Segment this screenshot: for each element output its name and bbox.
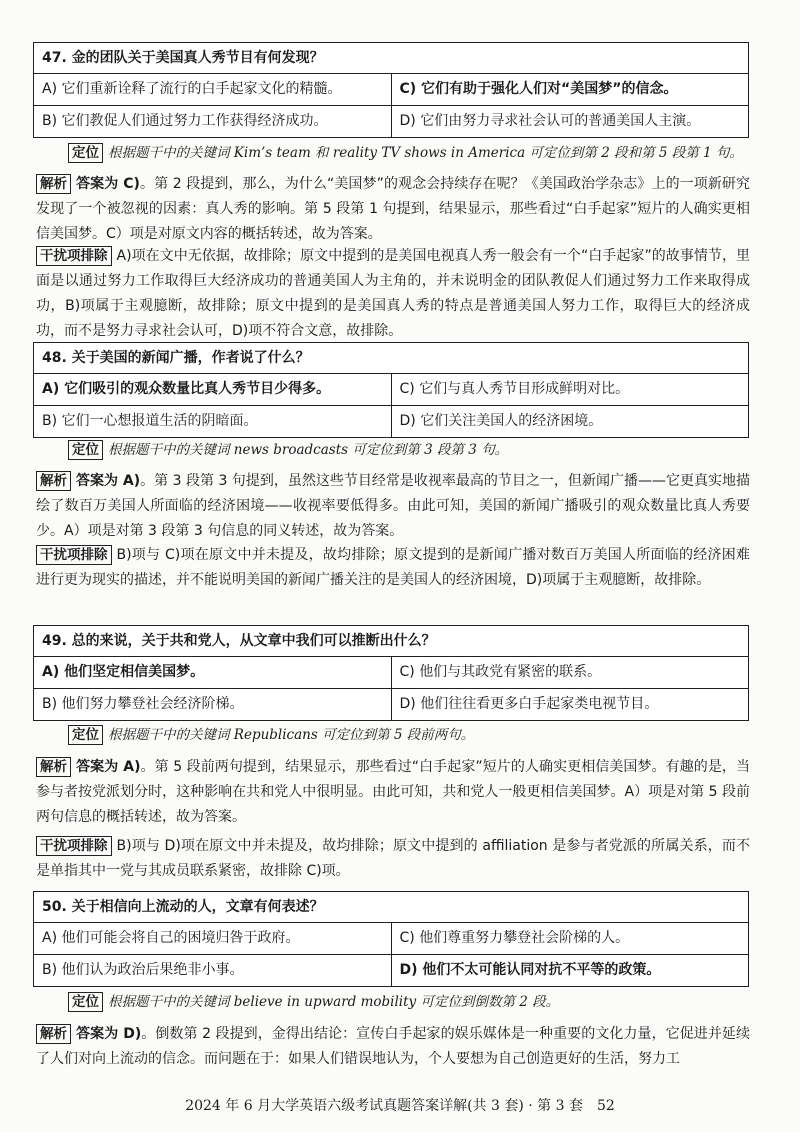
question-48-box <box>33 342 749 438</box>
locate-50 <box>68 990 758 1015</box>
answer-text: 答案为 A) <box>76 759 141 775</box>
page-footer: 2024 年 6 月大学英语六级考试真题答案详解(共 3 套) · 第 3 套 52 <box>185 1098 615 1114</box>
distractor-text: A)项在文中无依据，故排除；原文中提到的是美国电视真人秀一般会有一个“白手起家”的故事情节，里面是以通过努力工作取得巨大经济成功的普通美国人为主角的，并未说明金的团队教促人们通过努力工作来取得成功，B)项属于主观臆断，故排除；原文中提到的是美国真人秀的特点是普通美国人努力工作，取得巨大的经济成功，而不是努力寻求社会认可，D)项不符合文意，故排除。 <box>36 248 750 339</box>
option-c: C) 他们与其政党有紧密的联系。 <box>391 657 749 688</box>
analysis-50 <box>36 1022 750 1072</box>
distractor-tag: 干扰项排除 <box>36 545 112 565</box>
question-49-box <box>33 625 749 721</box>
analysis-tag: 解析 <box>36 757 71 777</box>
distractor-text: B)项与 D)项在原文中并未提及，故均排除；原文中提到的 affiliation 是参与者党派的所属关系，而不是单指其中一党与其成员联系紧密，故排除 C)项。 <box>36 838 750 879</box>
option-c: C) 它们与真人秀节目形成鲜明对比。 <box>391 374 749 405</box>
distractor-tag: 干扰项排除 <box>36 246 112 266</box>
option-d: D) 它们由努力寻求社会认可的普通美国人主演。 <box>391 106 749 137</box>
question-47-title: 47. 金的团队关于美国真人秀节目有何发现？ <box>34 43 748 74</box>
option-row <box>34 105 748 137</box>
option-b: B) 他们认为政治后果绝非小事。 <box>42 962 244 978</box>
answer-text: 答案为 A) <box>76 473 141 489</box>
distractor-47 <box>36 244 750 344</box>
option-a: A) 他们可能会将自己的困境归咎于政府。 <box>42 930 300 946</box>
locate-text: 根据题干中的关键词 Kim’s team 和 reality TV shows in America 可定位到第 2 段和第 5 段第 1 句。 <box>108 145 743 161</box>
option-row <box>34 405 748 437</box>
option-b: B) 它们一心想报道生活的阴暗面。 <box>42 413 258 429</box>
locate-tag: 定位 <box>68 992 103 1012</box>
option-d: D) 他们往往看更多白手起家类电视节目。 <box>391 689 749 720</box>
option-c: C) 它们有助于强化人们对“美国梦”的信念。 <box>391 74 749 105</box>
locate-49 <box>68 723 758 748</box>
locate-47 <box>68 141 758 166</box>
analysis-text: 。第 2 段提到，那么，为什么“美国梦”的观念会持续存在呢？《美国政治学杂志》上的一项新研究发现了一个被忽视的因素：真人秀的影响。第 5 段第 1 句提到，结果显示，那些看过“白手起家”短片的人确实更相信美国梦。C）项是对原文内容的概括转述，故为答案。 <box>36 176 751 242</box>
option-c: C) 他们尊重努力攀登社会阶梯的人。 <box>391 923 749 954</box>
option-row <box>34 374 748 405</box>
answer-text: 答案为 D) <box>76 1026 142 1042</box>
analysis-text: 。第 3 段第 3 句提到，虽然这些节目经常是收视率最高的节目之一，但新闻广播——它更真实地描绘了数百万美国人所面临的经济困境——收视率要低得多。由此可知，美国的新闻广播吸引的观众数量比真人秀要少。A）项是对第 3 段第 3 句信息的同义转述，故为答案。 <box>36 473 750 539</box>
question-50-title: 50. 关于相信向上流动的人，文章有何表述？ <box>34 892 748 923</box>
option-row <box>34 954 748 986</box>
question-49-title: 49. 总的来说，关于共和党人，从文章中我们可以推断出什么？ <box>34 626 748 657</box>
analysis-tag: 解析 <box>36 174 71 194</box>
question-48-title: 48. 关于美国的新闻广播，作者说了什么？ <box>34 343 748 374</box>
option-a: A) 他们坚定相信美国梦。 <box>42 664 205 680</box>
locate-tag: 定位 <box>68 143 103 163</box>
question-47-box <box>33 42 749 138</box>
analysis-47 <box>36 172 750 247</box>
question-50-box <box>33 891 749 987</box>
analysis-text: 。倒数第 2 段提到，金得出结论：宣传白手起家的娱乐媒体是一种重要的文化力量，它促进并延续了人们对向上流动的信念。而问题在于：如果人们错误地认为，个人要想为自己创造更好的生活，努力工 <box>36 1026 750 1067</box>
option-d: D) 他们不太可能认同对抗不平等的政策。 <box>391 955 749 986</box>
option-d: D) 它们关注美国人的经济困境。 <box>391 406 749 437</box>
analysis-48 <box>36 469 750 544</box>
distractor-text: B)项与 C)项在原文中并未提及，故均排除；原文提到的是新闻广播对数百万美国人所面临的经济困难进行更为现实的描述，并不能说明美国的新闻广播关注的是美国人的经济困境，D)项属于主观臆断，故排除。 <box>36 547 750 588</box>
option-row <box>34 657 748 688</box>
distractor-tag: 干扰项排除 <box>36 836 112 856</box>
locate-tag: 定位 <box>68 725 103 745</box>
option-b: B) 它们教促人们通过努力工作获得经济成功。 <box>42 113 328 129</box>
locate-text: 根据题干中的关键词 believe in upward mobility 可定位到倒数第 2 段。 <box>108 994 560 1010</box>
answer-text: 答案为 C) <box>76 176 140 192</box>
locate-tag: 定位 <box>68 440 103 460</box>
analysis-tag: 解析 <box>36 471 71 491</box>
analysis-tag: 解析 <box>36 1024 71 1044</box>
locate-text: 根据题干中的关键词 news broadcasts 可定位到第 3 段第 3 句。 <box>108 442 509 458</box>
locate-48 <box>68 438 758 463</box>
distractor-49 <box>36 834 750 884</box>
option-b: B) 他们努力攀登社会经济阶梯。 <box>42 696 244 712</box>
analysis-49 <box>36 755 750 830</box>
option-row <box>34 688 748 720</box>
analysis-text: 。第 5 段前两句提到，结果显示，那些看过“白手起家”短片的人确实更相信美国梦。有趣的是，当参与者按党派划分时，这种影响在共和党人中很明显。由此可知，共和党人一般更相信美国梦。A）项是对第 5 段前两句信息的概括转述，故为答案。 <box>36 759 751 825</box>
distractor-48 <box>36 543 750 593</box>
option-a: A) 它们吸引的观众数量比真人秀节目少得多。 <box>42 381 331 397</box>
option-row <box>34 74 748 105</box>
option-row <box>34 923 748 954</box>
locate-text: 根据题干中的关键词 Republicans 可定位到第 5 段前两句。 <box>108 727 475 743</box>
option-a: A) 它们重新诠释了流行的白手起家文化的精髓。 <box>42 81 342 97</box>
